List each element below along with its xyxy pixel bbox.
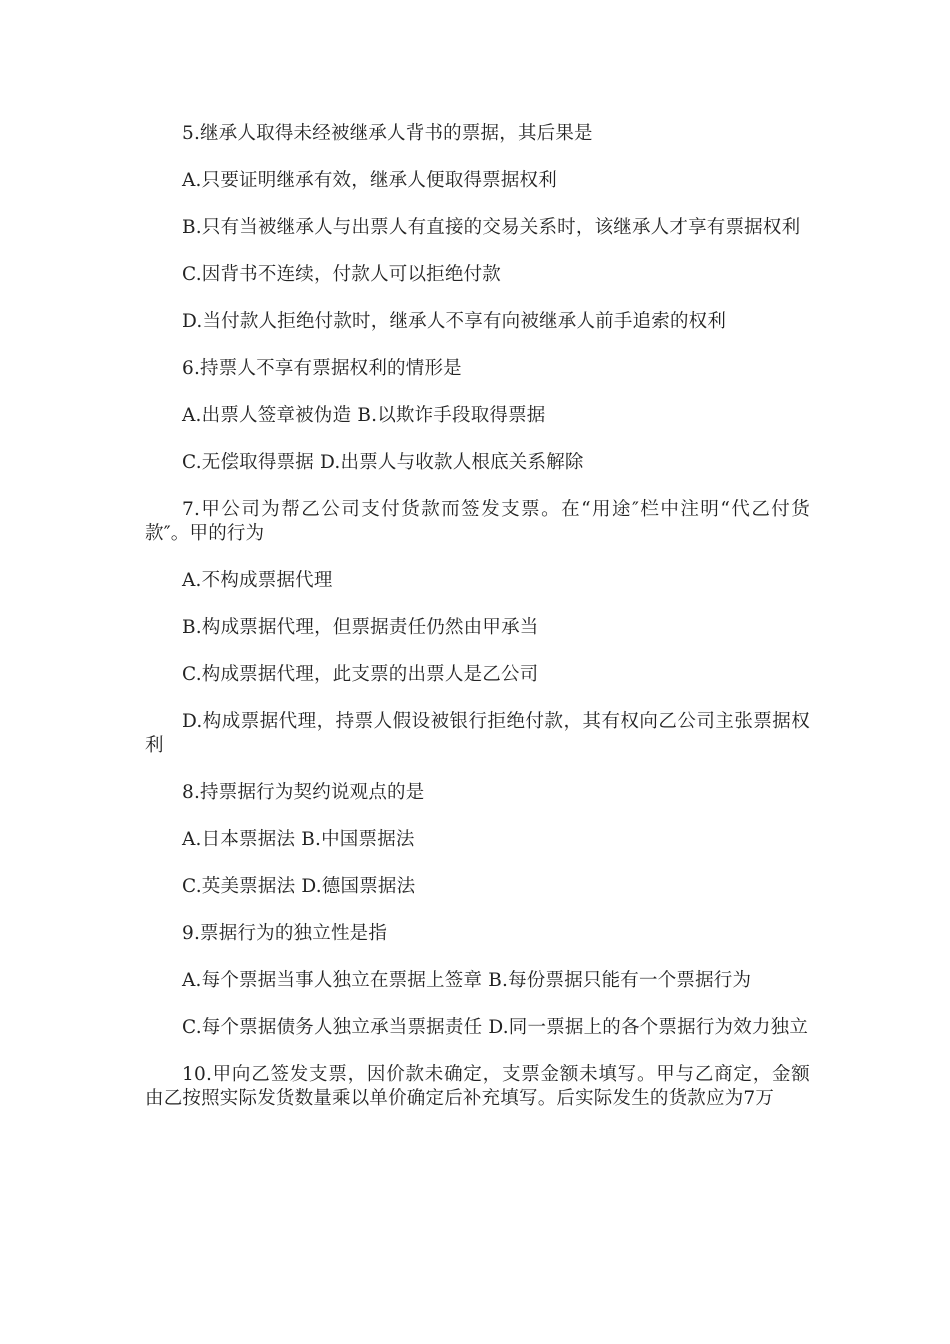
question-8-options-cd: C.英美票据法 D.德国票据法 [182, 876, 416, 897]
question-7-option-b: B.构成票据代理，但票据责任仍然由甲承当 [182, 617, 539, 638]
question-6-stem: 6.持票人不享有票据权利的情形是 [182, 358, 462, 379]
document-body [145, 122, 810, 1134]
question-7-stem: 7.甲公司为帮乙公司支付货款而签发支票。在“用途″栏中注明“代乙付货款″。甲的行为 [145, 499, 810, 544]
question-10-stem: 10.甲向乙签发支票，因价款未确定，支票金额未填写。甲与乙商定，金额由乙按照实际发货数量乘以单价确定后补充填写。后实际发生的货款应为7万 [145, 1064, 810, 1109]
question-7-option-a: A.不构成票据代理 [182, 570, 333, 591]
question-7-option-c: C.构成票据代理，此支票的出票人是乙公司 [182, 664, 539, 685]
question-5-option-a: A.只要证明继承有效，继承人便取得票据权利 [182, 170, 557, 191]
question-5-option-b: B.只有当被继承人与出票人有直接的交易关系时，该继承人才享有票据权利 [182, 217, 801, 238]
question-6-options-cd: C.无偿取得票据 D.出票人与收款人根底关系解除 [182, 452, 584, 473]
question-8-options-ab: A.日本票据法 B.中国票据法 [182, 829, 415, 850]
question-7-option-d: D.构成票据代理，持票人假设被银行拒绝付款，其有权向乙公司主张票据权利 [145, 711, 810, 756]
question-5-option-c: C.因背书不连续，付款人可以拒绝付款 [182, 264, 501, 285]
question-5-stem: 5.继承人取得未经被继承人背书的票据，其后果是 [182, 123, 593, 144]
question-8-stem: 8.持票据行为契约说观点的是 [182, 782, 425, 803]
question-5-option-d: D.当付款人拒绝付款时，继承人不享有向被继承人前手追索的权利 [182, 311, 727, 332]
question-9-options-cd: C.每个票据债务人独立承当票据责任 D.同一票据上的各个票据行为效力独立 [182, 1017, 809, 1038]
question-9-options-ab: A.每个票据当事人独立在票据上签章 B.每份票据只能有一个票据行为 [182, 970, 752, 991]
question-9-stem: 9.票据行为的独立性是指 [182, 923, 388, 944]
question-6-options-ab: A.出票人签章被伪造 B.以欺诈手段取得票据 [182, 405, 546, 426]
